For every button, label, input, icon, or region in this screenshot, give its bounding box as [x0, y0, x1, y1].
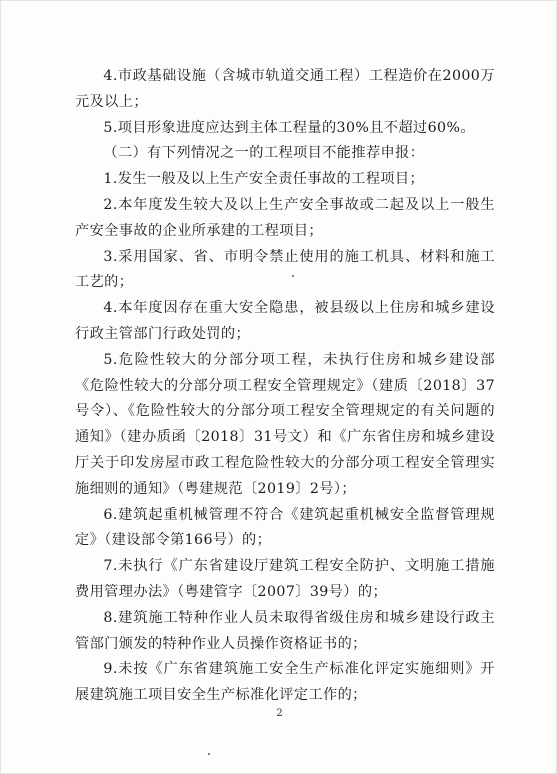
paragraph: （二）有下列情况之一的工程项目不能推荐申报：	[103, 145, 425, 162]
paragraph: 3.采用国家、省、市明令禁止使用的施工机具、材料和施工工艺的；	[75, 248, 495, 291]
paragraph: 7.未执行《广东省建设厅建筑工程安全防护、文明施工措施费用管理办法》（粤建管字〔2007〕39号）的；	[75, 558, 495, 600]
paragraph: 4.本年度因存在重大安全隐患，被县级以上住房和城乡建设行政主管部门行政处罚的；	[75, 300, 495, 342]
paragraph: 5.危险性较大的分部分项工程，未执行住房和城乡建设部《危险性较大的分部分项工程安全管理规定》（建质〔2018〕37号令）、《危险性较大的分部分项工程安全管理规定的有关问题的通知》（建办质函〔2018〕31号文）和《广东省住房和城乡建设厅关于印发房屋市政工程危险性较大的分部分项工程安全管理实施细则的通知》（粤建规范〔2019〕2号）；	[75, 351, 495, 497]
paragraph: 8.建筑施工特种作业人员未取得省级住房和城乡建设行政主管部门颁发的特种作业人员操作资格证书的；	[75, 609, 495, 652]
paragraph: 1.发生一般及以上生产安全责任事故的工程项目；	[103, 171, 425, 188]
paragraph: 6.建筑起重机械管理不符合《建筑起重机械安全监督管理规定》（建设部令第166号）的；	[75, 506, 495, 549]
document-body	[75, 64, 495, 709]
page-number: 2	[276, 708, 283, 719]
scan-speck	[292, 275, 294, 277]
paragraph: 9.未按《广东省建筑施工安全生产标准化评定实施细则》开展建筑施工项目安全生产标准化评定工作的；	[75, 661, 495, 704]
paragraph: 4.市政基础设施（含城市轨道交通工程）工程造价在2000万元及以上；	[75, 68, 495, 110]
paragraph: 2.本年度发生较大及以上生产安全事故或二起及以上一般生产安全事故的企业所承建的工程项目；	[75, 196, 495, 239]
paragraph: 5.项目形象进度应达到主体工程量的30%且不超过60%。	[103, 119, 475, 136]
scan-speck	[208, 753, 210, 755]
